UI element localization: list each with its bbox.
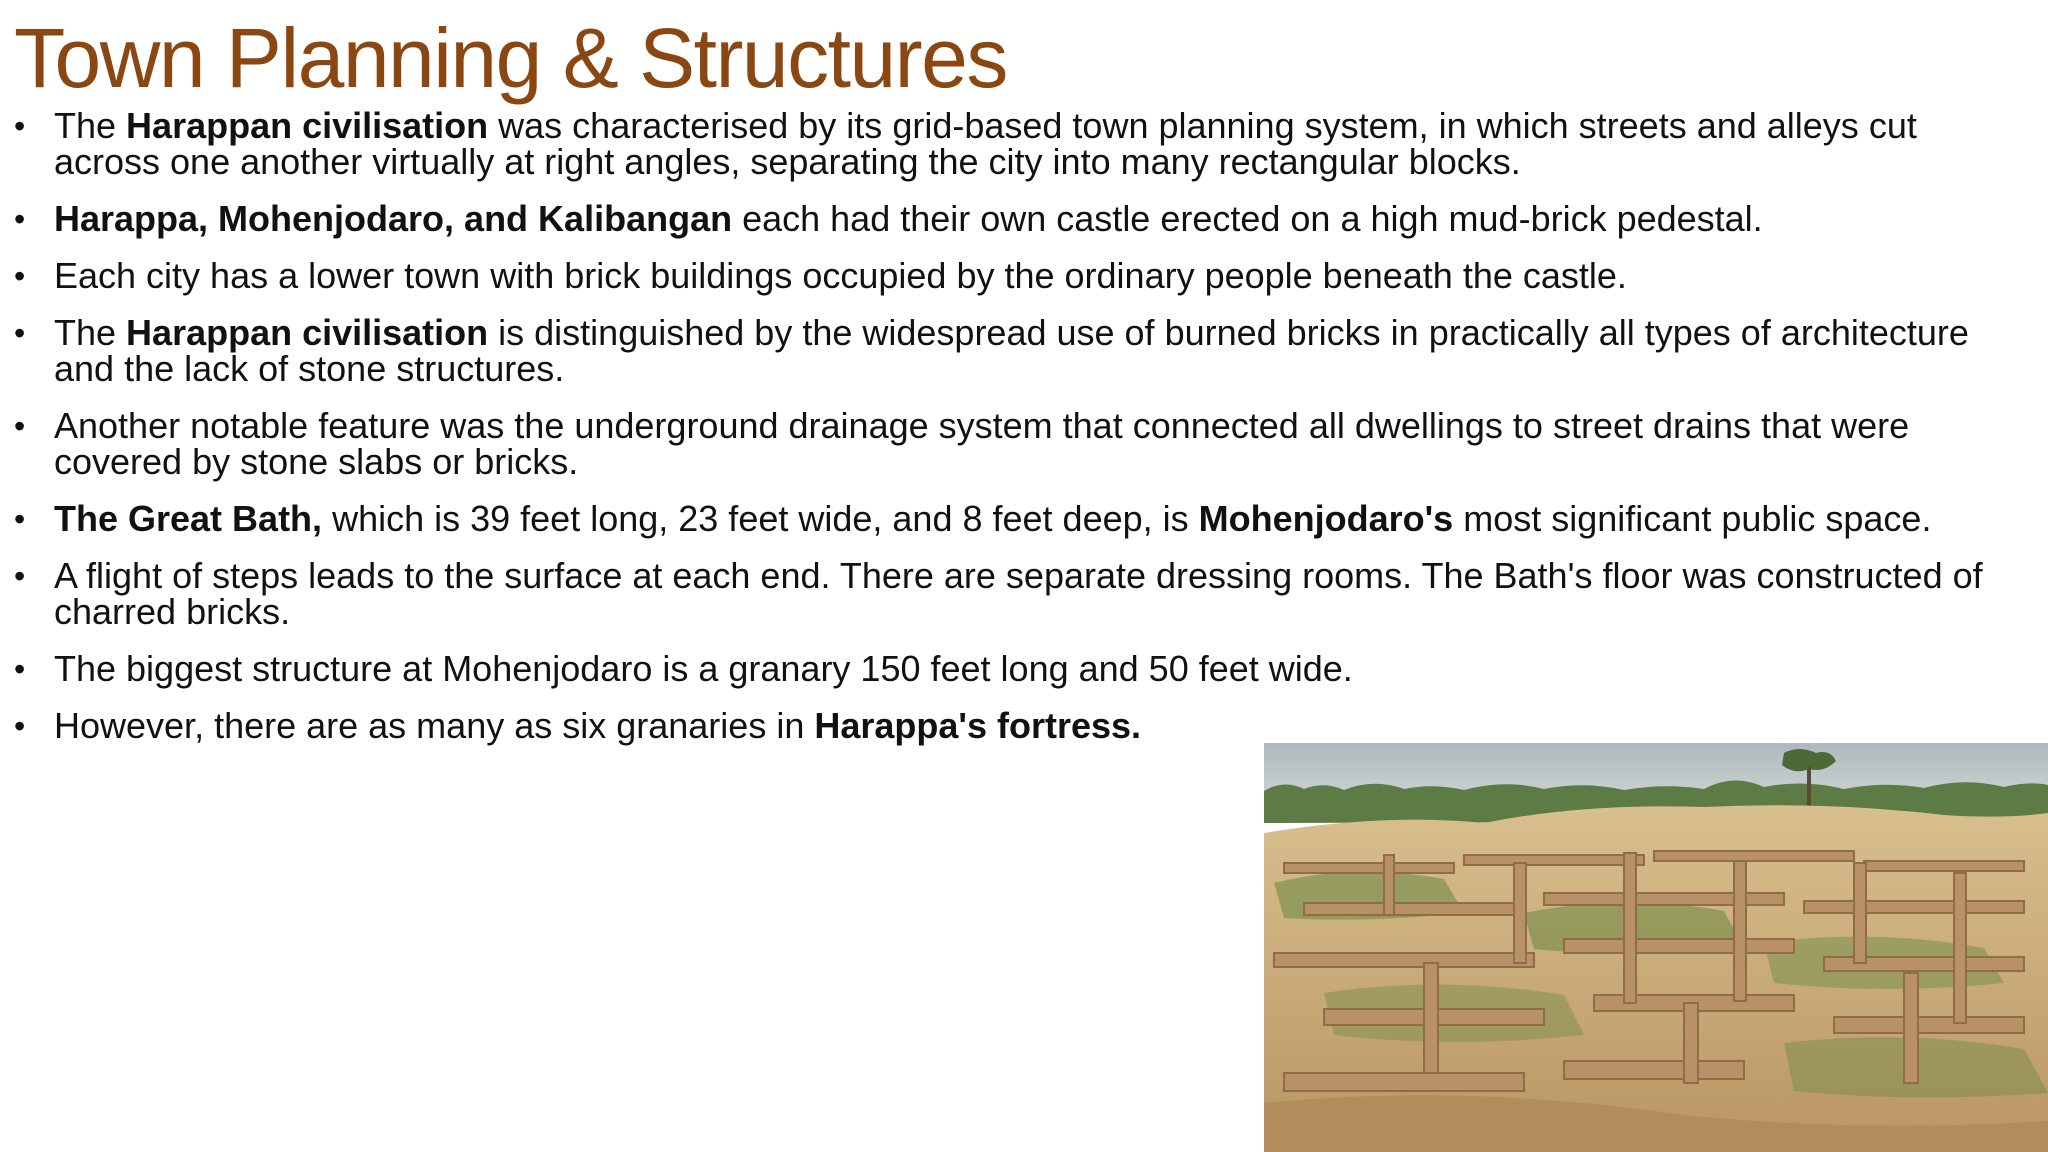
bullet-item [14, 312, 2024, 389]
bullet-bold-text: Harappan civilisation [126, 105, 489, 146]
excavation-site-photo [1264, 743, 2048, 1152]
bullet-text: is distinguished by the widespread use of burned bricks in practically all types of architecture and the lack of stone structures. [54, 312, 1969, 389]
excavation-site-illustration [1264, 743, 2048, 1152]
bullet-item [14, 498, 2024, 539]
bullet-item [14, 255, 2024, 296]
bullet-item [14, 648, 2024, 689]
bullet-text: Each city has a lower town with brick buildings occupied by the ordinary people beneath the castle. [54, 255, 1627, 296]
bullet-bold-text: Harappa, Mohenjodaro, and Kalibangan [54, 198, 733, 239]
bullet-item [14, 405, 2024, 482]
bullet-item [14, 705, 2024, 746]
bullet-text: which is 39 feet long, 23 feet wide, and 8 feet deep, is [322, 498, 1199, 539]
bullet-text: A flight of steps leads to the surface at each end. There are separate dressing rooms. The Bath's floor was constructed of charred bricks. [54, 555, 1983, 632]
bullet-bold-text: Mohenjodaro's [1198, 498, 1454, 539]
bullet-bold-text: Harappan civilisation [126, 312, 489, 353]
bullet-text: The biggest structure at Mohenjodaro is a granary 150 feet long and 50 feet wide. [54, 648, 1353, 689]
bullet-text: The [54, 312, 127, 353]
bullet-bold-text: The Great Bath, [54, 498, 323, 539]
bullet-bold-text: Harappa's fortress. [814, 705, 1142, 746]
bullet-text: The [54, 105, 127, 146]
bullet-list [14, 105, 2024, 765]
bullet-item [14, 105, 2024, 182]
bullet-item [14, 198, 2024, 239]
bullet-text: most significant public space. [1453, 498, 1932, 539]
slide-title: Town Planning & Structures [14, 11, 1007, 105]
bullet-text: Another notable feature was the underground drainage system that connected all dwellings to street drains that were covered by stone slabs or bricks. [54, 405, 1910, 482]
bullet-text: each had their own castle erected on a high mud-brick pedestal. [732, 198, 1763, 239]
bullet-text: was characterised by its grid-based town planning system, in which streets and alleys cut across one another virtually at right angles, separating the city into many rectangular blocks. [54, 105, 1917, 182]
bullet-text: However, there are as many as six granaries in [54, 705, 815, 746]
bullet-item [14, 555, 2024, 632]
